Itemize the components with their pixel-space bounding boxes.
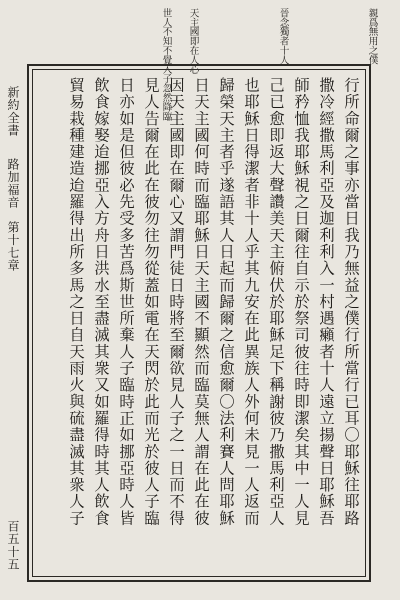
text-column-1: 行所命爾之事亦當日我乃無益之僕行所當行已耳〇耶穌往耶路 [342, 77, 360, 527]
text-column-3: 師矜恤我耶穌視之日爾往自示於祭司彼往時即潔矣其中一人見 [292, 77, 310, 527]
text-column-5: 也耶穌日得潔者非十人乎其九安在此異族人外何未見一人返而 [242, 77, 260, 527]
text-column-4: 己已愈即返大聲讚美天主俯伏於耶穌足下稱謝彼乃撒馬利亞人 [267, 77, 285, 527]
annotation-1: 親爲無用之僕 [366, 8, 378, 65]
text-column-2: 撒冷經撒馬利亞及迦利利入一村遇癩者十人遠立揚聲日耶穌吾 [317, 77, 335, 527]
chapter-title: 路加福音 第十七章 [6, 158, 20, 272]
text-column-7: 日天主國何時而臨耶穌日天主國不顯然而臨莫無人謂在此在彼 [192, 77, 210, 527]
text-column-6: 歸榮天主者乎遂語其人日起而歸爾之信愈爾〇法利賽人問耶穌 [217, 77, 235, 527]
annotation-2: 晉念獨者十人 [277, 8, 289, 65]
text-column-9: 見人告爾在此在彼勿往勿從蓋如電在天閃於此而光於彼人子臨 [142, 77, 160, 527]
text-column-11: 飲食嫁娶迨挪亞入方舟日洪水至盡滅其衆又如羅得時其人飲食 [92, 77, 110, 527]
text-column-8: 因天主國即在爾心又謂門徒日時將至爾欲見人子之一日而不得 [167, 77, 185, 527]
text-column-10: 日亦如是但彼必先受多苦爲斯世所棄人子臨時正如挪亞時人皆 [117, 77, 135, 527]
book-title: 新約全書 [6, 86, 20, 137]
annotation-3: 天主國即在人心 [187, 8, 199, 74]
annotation-4: 世人不知不覺入子忽然降臨 [160, 8, 172, 121]
page-number: 百五十五 [6, 520, 20, 571]
text-column-12: 貿易栽種建造迨羅得出所多馬之日自天雨火與硫盡滅其衆人子 [67, 77, 85, 527]
